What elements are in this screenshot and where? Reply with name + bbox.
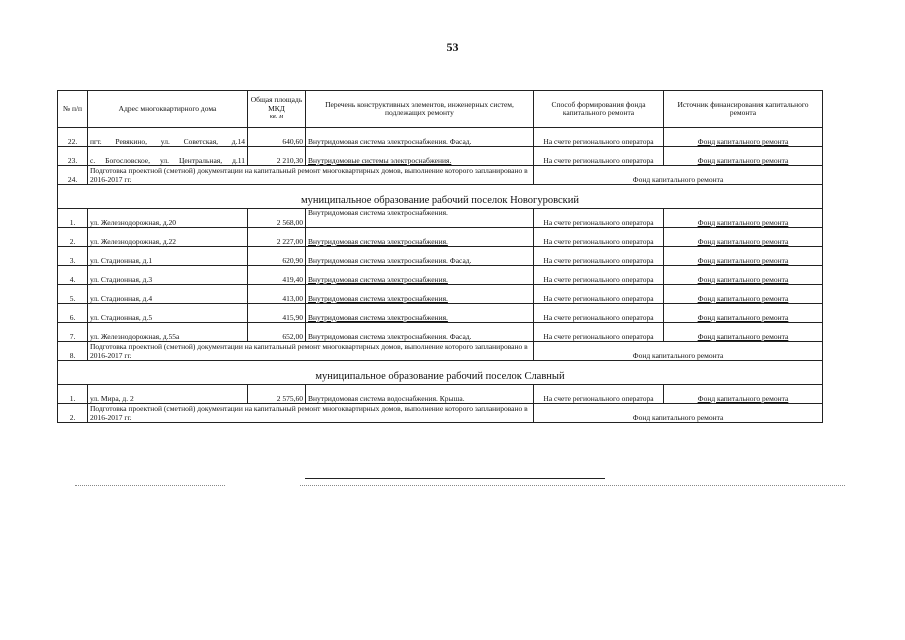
row-address: ул. Стадионная, д.5 [88, 304, 248, 323]
row-elements: Внутридомовая система электроснабжения. [306, 209, 534, 228]
row-address: пгт. Ревякино, ул. Советская, д.14 [88, 128, 248, 147]
row-address: ул. Железнодорожная, д.22 [88, 228, 248, 247]
row-elements: Внутридомовая система электроснабжения. [306, 285, 534, 304]
row-num: 2. [58, 228, 88, 247]
row-area: 2 227,00 [248, 228, 306, 247]
row-elements: Внутридомовая система электроснабжения. Фасад. [306, 128, 534, 147]
row-address: ул. Железнодорожная, д.20 [88, 209, 248, 228]
header-finance: Источник финансирования капитального ремонта [664, 91, 823, 128]
row-elements: Внутридомовая система электроснабжения. Фасад. [306, 247, 534, 266]
table-row [58, 228, 823, 247]
table-row [58, 266, 823, 285]
table-row [58, 285, 823, 304]
design-docs-finance: Фонд капитального ремонта [534, 166, 823, 185]
row-num: 7. [58, 323, 88, 342]
row-area: 419,40 [248, 266, 306, 285]
row-num: 8. [58, 342, 88, 361]
design-docs-finance: Фонд капитального ремонта [534, 342, 823, 361]
row-method: На счете регионального оператора [534, 147, 664, 166]
row-finance: Фонд капитального ремонта [664, 285, 823, 304]
table-row [58, 304, 823, 323]
table-row [58, 247, 823, 266]
table-row [58, 128, 823, 147]
scan-artifact-line [75, 485, 225, 486]
row-method: На счете регионального оператора [534, 323, 664, 342]
row-area: 2 568,00 [248, 209, 306, 228]
table-row [58, 147, 823, 166]
separator-line [305, 478, 605, 479]
row-elements: Внутридомовая система электроснабжения. [306, 266, 534, 285]
row-address: ул. Стадионная, д.1 [88, 247, 248, 266]
table-row [58, 323, 823, 342]
design-docs-finance: Фонд капитального ремонта [534, 404, 823, 423]
row-method: На счете регионального оператора [534, 228, 664, 247]
row-method: На счете регионального оператора [534, 385, 664, 404]
header-area-label: Общая площадь МКД [250, 95, 303, 113]
header-address: Адрес многоквартирного дома [88, 91, 248, 128]
row-num: 2. [58, 404, 88, 423]
row-elements: Внутридомовая система водоснабжения. Крыша. [306, 385, 534, 404]
design-docs-text: Подготовка проектной (сметной) документации на капитальный ремонт многоквартирных домов, выполнение которого запланировано в 2016-2017 гг. [88, 404, 534, 423]
row-method: На счете регионального оператора [534, 209, 664, 228]
table-row [58, 209, 823, 228]
row-method: На счете регионального оператора [534, 304, 664, 323]
row-finance: Фонд капитального ремонта [664, 266, 823, 285]
header-area-unit: кв. м [269, 113, 284, 121]
row-num: 24. [58, 166, 88, 185]
row-elements: Внутридомовые системы электроснабжения. [306, 147, 534, 166]
row-finance: Фонд капитального ремонта [664, 323, 823, 342]
row-finance: Фонд капитального ремонта [664, 385, 823, 404]
row-finance: Фонд капитального ремонта [664, 147, 823, 166]
row-address: ул. Железнодорожная, д.55а [88, 323, 248, 342]
row-method: На счете регионального оператора [534, 128, 664, 147]
section-title-novogurovsky: муниципальное образование рабочий поселок Новогуровский [58, 185, 823, 209]
row-finance: Фонд капитального ремонта [664, 209, 823, 228]
row-elements: Внутридомовая система электроснабжения. Фасад. [306, 323, 534, 342]
row-area: 2 575,60 [248, 385, 306, 404]
row-num: 5. [58, 285, 88, 304]
row-finance: Фонд капитального ремонта [664, 247, 823, 266]
row-area: 640,60 [248, 128, 306, 147]
row-num: 1. [58, 385, 88, 404]
design-docs-text: Подготовка проектной (сметной) документации на капитальный ремонт многоквартирных домов, выполнение которого запланировано в 2016-2017 гг. [88, 166, 534, 185]
header-elements: Перечень конструктивных элементов, инженерных систем, подлежащих ремонту [306, 91, 534, 128]
scan-artifact-line [300, 485, 845, 486]
row-address: ул. Стадионная, д.3 [88, 266, 248, 285]
row-method: На счете регионального оператора [534, 285, 664, 304]
table-row [58, 385, 823, 404]
section-row [58, 361, 823, 385]
header-area [248, 91, 306, 128]
row-num: 23. [58, 147, 88, 166]
row-area: 413,00 [248, 285, 306, 304]
row-num: 1. [58, 209, 88, 228]
row-finance: Фонд капитального ремонта [664, 228, 823, 247]
design-docs-row [58, 404, 823, 423]
design-docs-text: Подготовка проектной (сметной) документации на капитальный ремонт многоквартирных домов, выполнение которого запланировано в 2016-2017 гг. [88, 342, 534, 361]
row-address: ул. Стадионная, д.4 [88, 285, 248, 304]
row-area: 620,90 [248, 247, 306, 266]
row-address: ул. Мира, д. 2 [88, 385, 248, 404]
capital-repair-table [57, 90, 823, 423]
row-num: 6. [58, 304, 88, 323]
page-number: 53 [446, 40, 459, 54]
section-title-slavny: муниципальное образование рабочий поселок Славный [58, 361, 823, 385]
row-address: с. Богословское, ул. Центральная, д.11 [88, 147, 248, 166]
header-fund-method: Способ формирования фонда капитального ремонта [534, 91, 664, 128]
table-header-row [58, 91, 823, 128]
row-method: На счете регионального оператора [534, 247, 664, 266]
row-area: 415,90 [248, 304, 306, 323]
row-num: 4. [58, 266, 88, 285]
row-num: 3. [58, 247, 88, 266]
row-elements: Внутридомовая система электроснабжения. [306, 228, 534, 247]
row-finance: Фонд капитального ремонта [664, 304, 823, 323]
row-area: 652,00 [248, 323, 306, 342]
row-finance: Фонд капитального ремонта [664, 128, 823, 147]
row-method: На счете регионального оператора [534, 266, 664, 285]
row-elements: Внутридомовая система электроснабжения. [306, 304, 534, 323]
design-docs-row [58, 342, 823, 361]
header-num: № п/п [58, 91, 88, 128]
section-row [58, 185, 823, 209]
row-num: 22. [58, 128, 88, 147]
row-area: 2 210,30 [248, 147, 306, 166]
design-docs-row [58, 166, 823, 185]
